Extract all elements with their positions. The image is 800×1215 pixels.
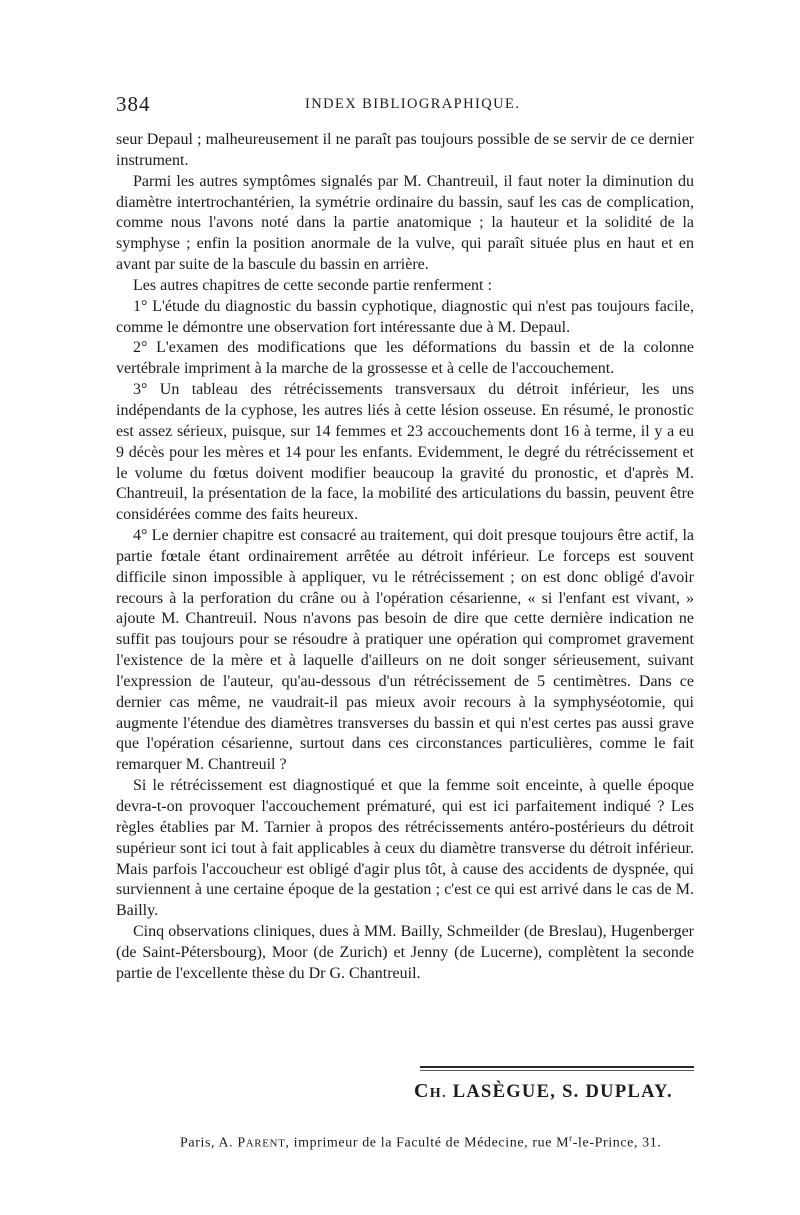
paragraph-observations: Cinq observations cliniques, dues à MM. Bailly, Schmeilder (de Breslau), Hugenberger (de Saint-Pétersbourg), Moor (de Zurich) et Jenny (de Lucerne), complètent la seconde partie de l'excellente thèse du Dr G. Chantreuil. — [116, 923, 694, 982]
paragraph-item-3: 3° Un tableau des rétrécissements transversaux du détroit inférieur, les uns indépendants de la cyphose, les autres liés à cette lésion osseuse. En résumé, le pronostic est assez sérieux, puisque, sur 14 femmes et 23 accouchements dont 16 à terme, il y a eu 9 décès pour les mères et 14 pour les enfants. Evidemment, le degré du rétrécissement et le volume du fœtus doivent modifier beaucoup la gravité du pronostic, et d'après M. Chantreuil, la présentation de la face, la mobilité des articulations du bassin, peuvent être considérées comme des faits heureux. — [116, 381, 694, 524]
page-header — [116, 92, 692, 120]
imprint-lead: Paris, A. P — [180, 1135, 246, 1151]
signature — [414, 1080, 673, 1103]
paragraph-continuation: seur Depaul ; malheureusement il ne paraît pas toujours possible de se servir de ce dernier instrument. — [116, 131, 694, 169]
paragraph-item-1: 1° L'étude du diagnostic du bassin cyphotique, diagnostic qui n'est pas toujours facile, comme le démontre une observation fort intéressante due à M. Depaul. — [116, 297, 694, 336]
body-text — [116, 130, 694, 985]
signature-rule — [420, 1066, 694, 1068]
signature-initial-rest: H. — [429, 1086, 447, 1101]
paragraph-symptoms: Parmi les autres symptômes signalés par M. Chantreuil, il faut noter la diminution du diamètre intertrochantérien, la symétrie ordinaire du bassin, sauf les cas de complication, comme nous l'avons noté dans la partie anatomique ; la hauteur et la solidité de la symphyse ; enfin la position anormale de la vulve, qui paraît située plus en haut et en avant par suite de la bascule du bassin en arrière. — [116, 172, 694, 274]
paragraph-item-4: 4° Le dernier chapitre est consacré au traitement, qui doit presque toujours être actif, la partie fœtale étant ordinairement arrêtée au détroit inférieur. Le forceps est souvent difficile sinon impossible à appliquer, vu le rétrécissement ; on est donc obligé d'avoir recours à la perforation du crâne ou à l'opération césarienne, « si l'enfant est vivant, » ajoute M. Chantreuil. Nous n'avons pas besoin de dire que cette dernière indication ne suffit pas toujours pour se résoudre à pratiquer une opération qui compromet gravement l'existence de la mère et à laquelle d'ailleurs on ne doit songer sérieusement, suivant l'expression de l'auteur, qu'au-dessous d'un rétrécissement de 5 centimètres. Dans ce dernier cas même, ne vaudrait-il pas mieux avoir recours à la symphyséotomie, qui augmente l'étendue des diamètres transverses du bassin et qui n'est certes pas aussi grave que l'opération césarienne, surtout dans ces circonstances particulières, comme le fait remarquer M. Chantreuil ? — [116, 527, 694, 774]
printer-imprint — [180, 1133, 661, 1152]
imprint-small-caps: ARENT — [245, 1137, 286, 1150]
signature-initial: C — [414, 1080, 430, 1102]
paragraph-chapters-intro: Les autres chapitres de cette seconde partie renferment : — [133, 276, 492, 294]
paragraph-item-2: 2° L'examen des modifications que les déformations du bassin et de la colonne vertébrale impriment à la marche de la grossesse et à celle de l'accouchement. — [116, 339, 694, 378]
running-title: INDEX BIBLIOGRAPHIQUE. — [305, 96, 521, 112]
imprint-tail: -le-Prince, 31. — [572, 1135, 662, 1151]
paragraph-premature-delivery: Si le rétrécissement est diagnostiqué et que la femme soit enceinte, à quelle époque devra-t-on provoquer l'accouchement prématuré, qui est ici parfaitement indiqué ? Les règles établies par M. Tarnier à propos des rétrécissements antéro-postérieurs du détroit supérieur sont ici tout à fait applicables à ceux du diamètre transverse du détroit inférieur. Mais parfois l'accoucheur est obligé d'agir plus tôt, à cause des accidents de dyspnée, qui surviennent à une certaine époque de la gestation ; c'est ce qui est arrivé dans le cas de M. Bailly. — [116, 777, 694, 920]
imprint-rest: , imprimeur de la Faculté de Médecine, rue M — [285, 1135, 570, 1151]
page-number: 384 — [116, 92, 151, 116]
signature-name-duplay: S. DUPLAY. — [562, 1082, 673, 1102]
imprint-superscript: r — [569, 1133, 573, 1143]
signature-name-lasegue: LASÈGUE, — [452, 1082, 557, 1102]
signature-rule-thin — [420, 1070, 694, 1071]
